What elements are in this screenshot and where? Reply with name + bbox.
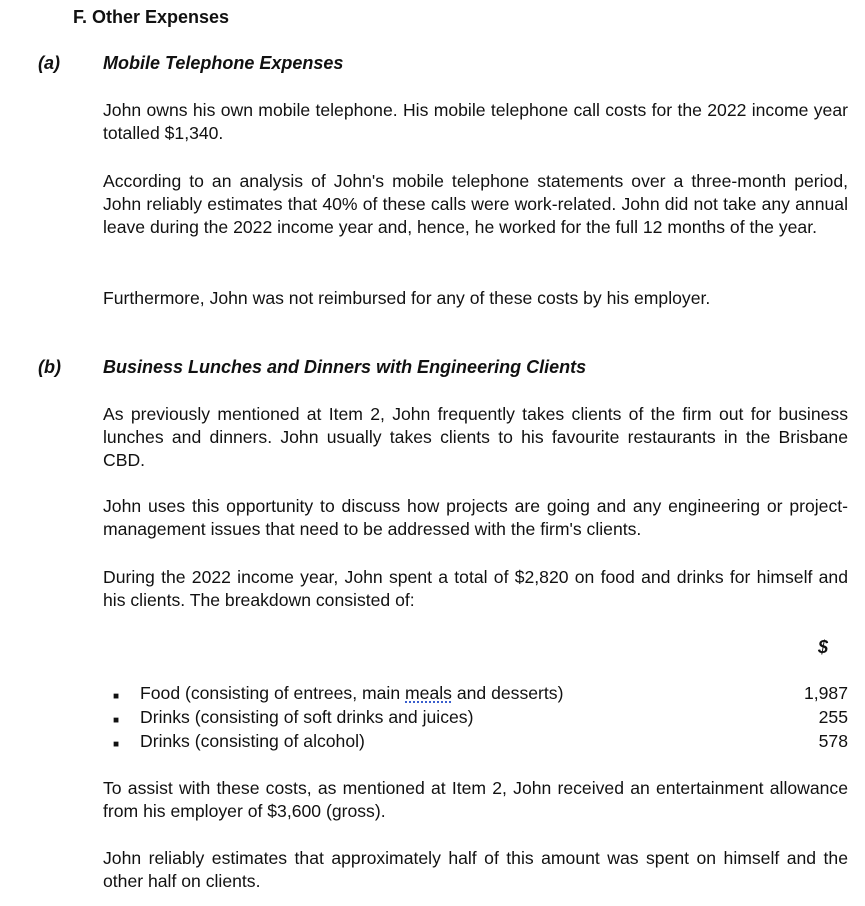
item-description: Drinks (consisting of alcohol) — [140, 731, 365, 751]
part-b-paragraph-1: As previously mentioned at Item 2, John frequently takes clients of the firm out for business lunches and dinners. John usually takes clients to his favourite restaurants in the Brisbane CBD. — [103, 404, 848, 470]
item-amount: 255 — [818, 707, 848, 727]
part-a-paragraph-3: Furthermore, John was not reimbursed for any of these costs by his employer. — [103, 288, 711, 308]
section-f-title: F. Other Expenses — [73, 7, 230, 27]
part-b-label: (b) — [38, 357, 61, 377]
item-amount: 1,987 — [803, 683, 848, 703]
part-a-paragraph-1: John owns his own mobile telephone. His mobile telephone call costs for the 2022 income year totalled $1,340. — [103, 100, 848, 143]
part-a-label: (a) — [38, 53, 60, 73]
part-b-closing-paragraph-1: To assist with these costs, as mentioned at Item 2, John received an entertainment allowance from his employer of $3,600 (gross). — [103, 778, 848, 821]
currency-column-header: $ — [818, 637, 829, 657]
part-b-heading: Business Lunches and Dinners with Engineering Clients — [103, 357, 587, 377]
list-item — [113, 682, 848, 706]
part-b-paragraph-2: John uses this opportunity to discuss how projects are going and any engineering or project-management issues that need to be addressed with the firm's clients. — [103, 496, 848, 539]
bullet-icon: ■ — [113, 691, 120, 702]
part-b-closing-paragraph-2: John reliably estimates that approximately half of this amount was spent on himself and the other half on clients. — [103, 848, 848, 891]
part-b-paragraph-3: During the 2022 income year, John spent a total of $2,820 on food and drinks for himself and his clients. The breakdown consisted of: — [103, 567, 848, 610]
list-item — [113, 706, 848, 730]
part-a-heading: Mobile Telephone Expenses — [103, 53, 344, 73]
expense-breakdown-list — [113, 682, 848, 754]
item-amount: 578 — [818, 731, 848, 751]
bullet-icon: ■ — [113, 739, 120, 750]
list-item — [113, 730, 848, 754]
part-a-paragraph-2: According to an analysis of John's mobile telephone statements over a three-month period, John reliably estimates that 40% of these calls were work-related. John did not take any annual leave during the 2022 income year and, hence, he worked for the full 12 months of the year. — [103, 171, 848, 237]
item-description: Drinks (consisting of soft drinks and juices) — [140, 707, 474, 727]
item-description: Food (consisting of entrees, main meals and desserts) — [140, 683, 564, 703]
bullet-icon: ■ — [113, 715, 120, 726]
